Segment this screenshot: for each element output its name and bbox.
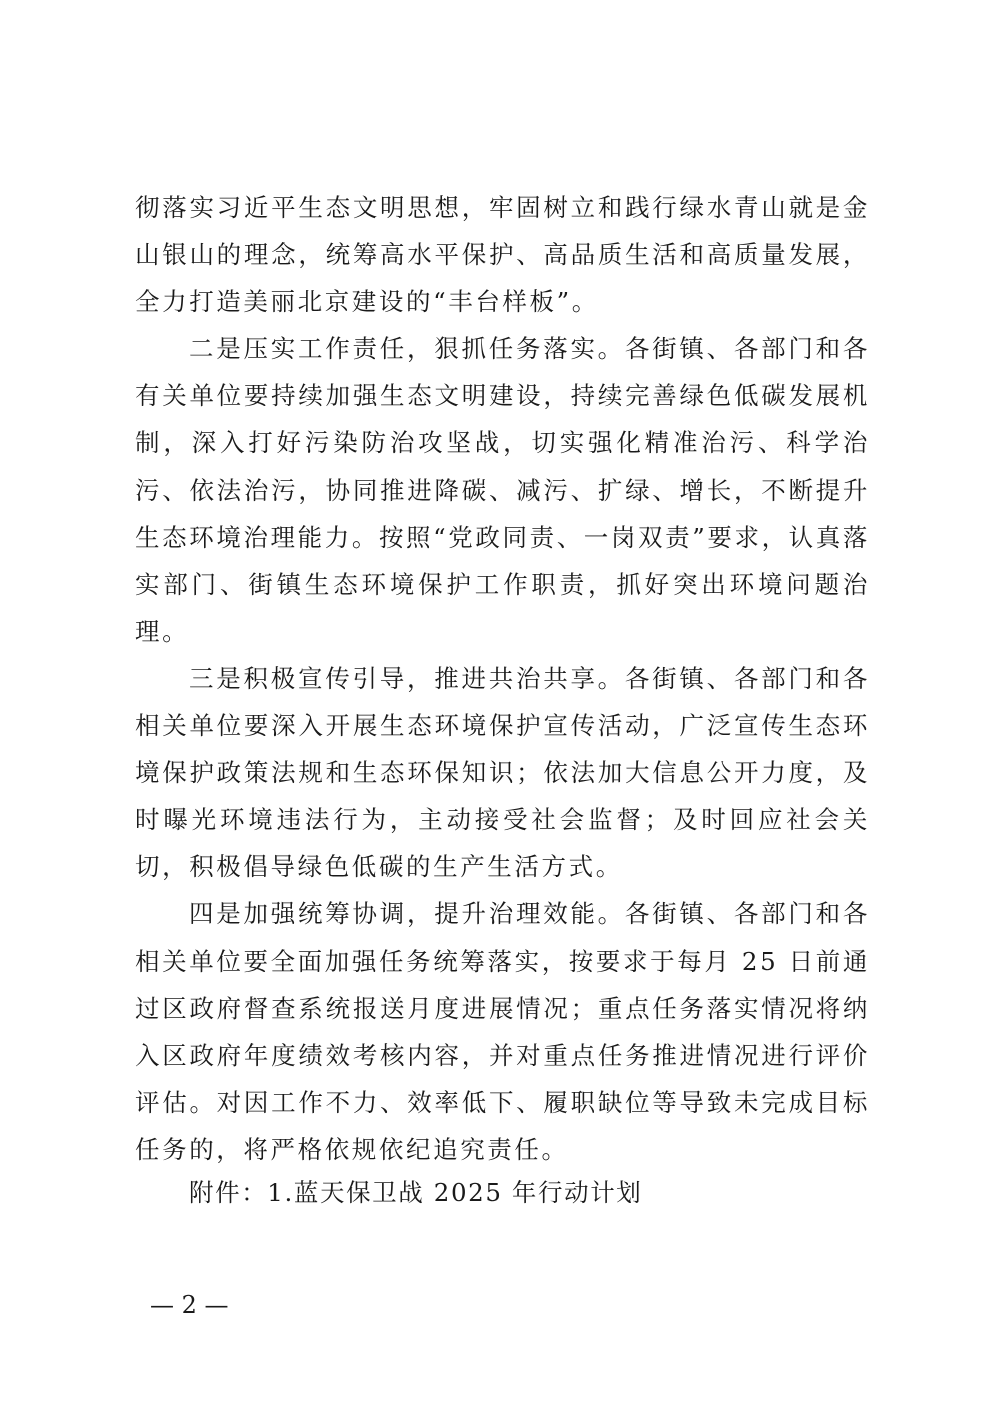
- paragraph-responsibility: 二是压实工作责任，狠抓任务落实。各街镇、各部门和各有关单位要持续加强生态文明建设，持续完善绿色低碳发展机制，深入打好污染防治攻坚战，切实强化精准治污、科学治污、依法治污，协同推进降碳、减污、扩绿、增长，不断提升生态环境治理能力。按照“党政同责、一岗双责”要求，认真落实部门、街镇生态环境保护工作职责，抓好突出环境问题治理。: [135, 334, 870, 646]
- attachment-line: 附件：1.蓝天保卫战 2025 年行动计划: [189, 1178, 643, 1207]
- paragraph-publicity: 三是积极宣传引导，推进共治共享。各街镇、各部门和各相关单位要深入开展生态环境保护宣传活动，广泛宣传生态环境保护政策法规和生态环保知识；依法加大信息公开力度，及时曝光环境违法行为，主动接受社会监督；及时回应社会关切，积极倡导绿色低碳的生产生活方式。: [135, 663, 870, 882]
- paragraph-continuation: 彻落实习近平生态文明思想，牢固树立和践行绿水青山就是金山银山的理念，统筹高水平保护、高品质生活和高质量发展，全力打造美丽北京建设的“丰台样板”。: [135, 193, 870, 317]
- page-number: — 2 —: [150, 1291, 229, 1319]
- body-text: [135, 184, 870, 1173]
- paragraph-coordination: 四是加强统筹协调，提升治理效能。各街镇、各部门和各相关单位要全面加强任务统筹落实，按要求于每月 25 日前通过区政府督查系统报送月度进展情况；重点任务落实情况将纳入区政府年度绩效考核内容，并对重点任务推进情况进行评价评估。对因工作不力、效率低下、履职缺位等导致未完成目标任务的，将严格依规依纪追究责任。: [135, 899, 870, 1164]
